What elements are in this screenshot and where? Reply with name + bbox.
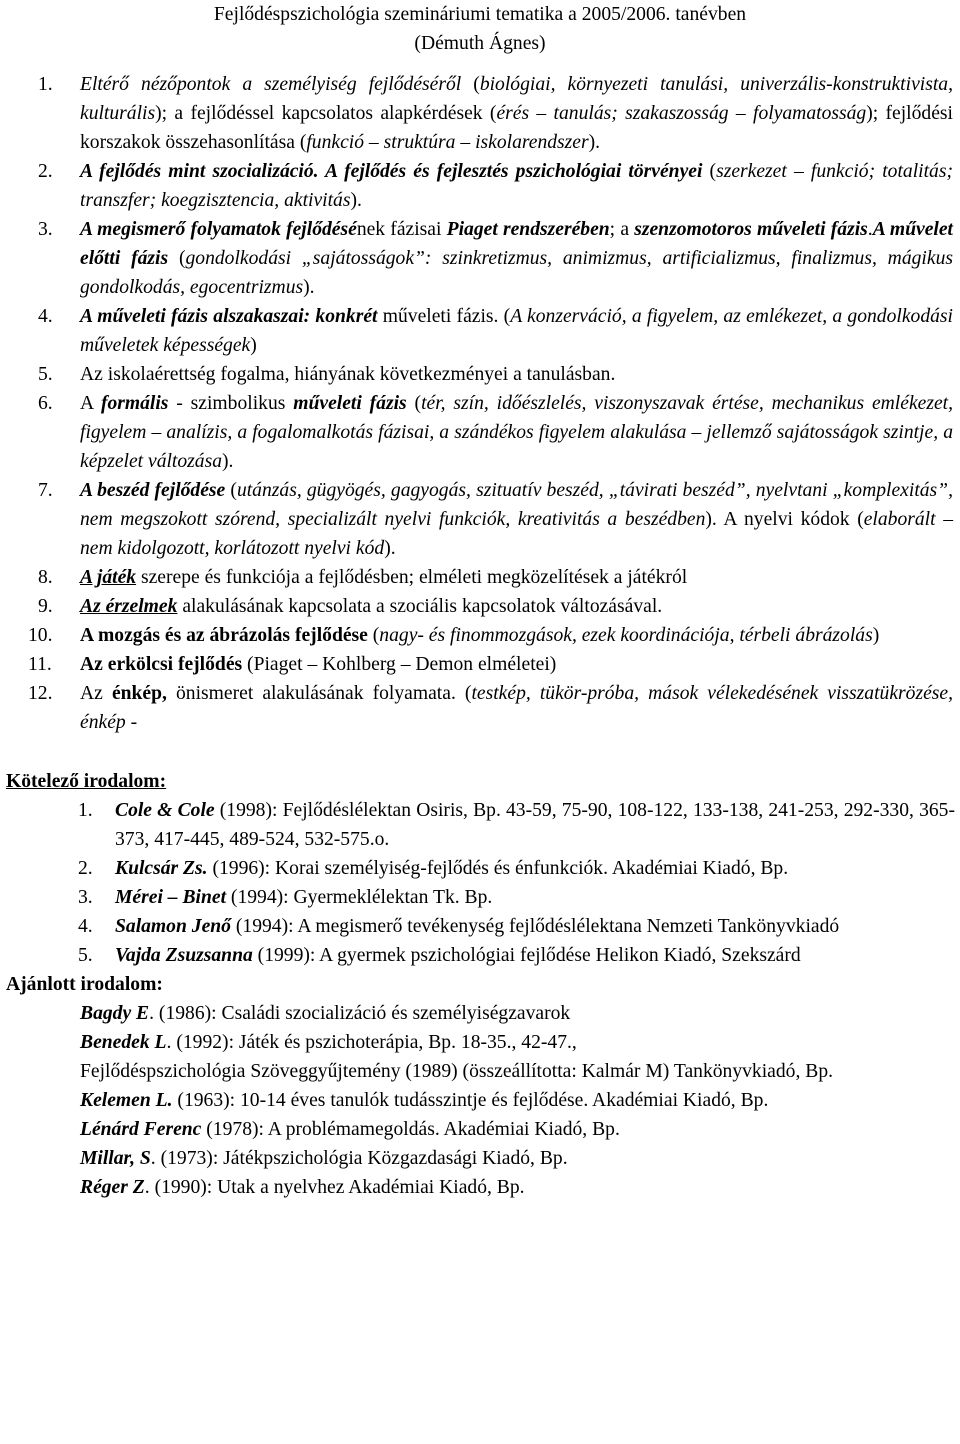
topic-text: A formális - szimbolikus műveleti fázis (tér, szín, időészlelés, viszonyszavak értése, mechanikus emlékezet, figyelem – analízis, a fogalomalkotás fázisai, a szándékos figyelem alakulása – jellemző sajátosságok szintje, a képzelet változása). [80, 393, 953, 472]
topic-item [0, 592, 960, 621]
topic-number: 8. [38, 567, 53, 588]
topic-item [0, 157, 960, 215]
topic-number: 1. [38, 74, 53, 95]
recommended-list [0, 999, 960, 1202]
recommended-reference: Lénárd Ferenc (1978): A problémamegoldás. Akadémiai Kiadó, Bp. [80, 1119, 620, 1140]
reference-number: 1. [78, 800, 93, 821]
mandatory-reference [0, 883, 960, 912]
topic-number: 11. [28, 654, 52, 675]
title-line-1: Fejlődéspszichológia szemináriumi tematika a 2005/2006. tanévben [213, 4, 747, 25]
reference-text: Mérei – Binet (1994): Gyermeklélektan Tk. Bp. [115, 887, 493, 908]
topic-text: Az énkép, önismeret alakulásának folyamata. (testkép, tükör-próba, mások vélekedésének visszatükrözése, énkép - [80, 683, 954, 733]
reference-text: Kulcsár Zs. (1996): Korai személyiség-fejlődés és énfunkciók. Akadémiai Kiadó, Bp. [115, 858, 789, 879]
recommended-reference: Réger Z. (1990): Utak a nyelvhez Akadémiai Kiadó, Bp. [80, 1177, 525, 1198]
reference-text: Salamon Jenő (1994): A megismerő tevékenység fejlődéslélektana Nemzeti Tankönyvkiadó [115, 916, 840, 937]
recommended-reference: Fejlődéspszichológia Szöveggyűjtemény (1989) (összeállította: Kalmár M) Tankönyvkiadó, Bp. [80, 1061, 834, 1082]
reference-text: Vajda Zsuzsanna (1999): A gyermek pszichológiai fejlődése Helikon Kiadó, Szekszárd [115, 945, 801, 966]
mandatory-heading-text: Kötelező irodalom: [6, 771, 167, 792]
mandatory-reference [0, 941, 960, 970]
topic-item [0, 476, 960, 563]
topic-list [0, 70, 960, 737]
mandatory-heading [6, 767, 960, 796]
topic-text: Az iskolaérettség fogalma, hiányának következményei a tanulásban. [80, 364, 616, 385]
topic-item [0, 650, 960, 679]
topic-text: A játék szerepe és funkciója a fejlődésben; elméleti megközelítések a játékról [80, 567, 688, 588]
topic-item [0, 360, 960, 389]
topic-number: 3. [38, 219, 53, 240]
topic-number: 10. [28, 625, 53, 646]
recommended-reference: Kelemen L. (1963): 10-14 éves tanulók tudásszintje és fejlődése. Akadémiai Kiadó, Bp. [80, 1090, 769, 1111]
topic-item [0, 215, 960, 302]
reference-number: 2. [78, 858, 93, 879]
recommended-heading-text: Ajánlott irodalom: [6, 974, 163, 995]
reference-number: 4. [78, 916, 93, 937]
topic-number: 6. [38, 393, 53, 414]
document-title [0, 0, 960, 58]
topic-text: A mozgás és az ábrázolás fejlődése (nagy- és finommozgások, ezek koordinációja, térbeli ábrázolás) [80, 625, 880, 646]
topic-item [0, 302, 960, 360]
reference-number: 3. [78, 887, 93, 908]
topic-item [0, 70, 960, 157]
recommended-reference: Millar, S. (1973): Játékpszichológia Közgazdasági Kiadó, Bp. [80, 1148, 568, 1169]
topic-text: A megismerő folyamatok fejlődésének fázisai Piaget rendszerében; a szenzomotoros műveleti fázis.A művelet előtti fázis (gondolkodási „sajátosságok”: szinkretizmus, animizmus, artificializmus, finalizmus, mágikus gondolkodás, egocentrizmus). [80, 219, 954, 298]
topic-text: A beszéd fejlődése (utánzás, gügyögés, gagyogás, szituatív beszéd, „távirati beszéd”, nyelvtani „komplexitás”, nem megszokott szórend, specializált nyelvi funkciók, kreativitás a beszédben). A nyelvi kódok (elaborált – nem kidolgozott, korlátozott nyelvi kód). [80, 480, 953, 559]
topic-text: A műveleti fázis alszakaszai: konkrét műveleti fázis. (A konzerváció, a figyelem, az emlékezet, a gondolkodási műveletek képességek) [80, 306, 953, 356]
topic-item [0, 389, 960, 476]
recommended-reference: Benedek L. (1992): Játék és pszichoterápia, Bp. 18-35., 42-47., [80, 1032, 577, 1053]
topic-number: 5. [38, 364, 53, 385]
mandatory-reference [0, 854, 960, 883]
reference-text: Cole & Cole (1998): Fejlődéslélektan Osiris, Bp. 43-59, 75-90, 108-122, 133-138, 241-253, 292-330, 365-373, 417-445, 489-524, 532-575.o. [115, 800, 955, 850]
topic-item [0, 563, 960, 592]
topic-number: 7. [38, 480, 53, 501]
mandatory-reference [0, 912, 960, 941]
topic-text: Eltérő nézőpontok a személyiség fejlődéséről (biológiai, környezeti tanulási, univerzális-konstruktivista, kulturális); a fejlődéssel kapcsolatos alapkérdések (érés – tanulás; szakaszosság – folyamatosság); fejlődési korszakok összehasonlítása (funkció – struktúra – iskolarendszer). [80, 74, 953, 153]
topic-text: A fejlődés mint szocializáció. A fejlődés és fejlesztés pszichológiai törvényei (szerkezet – funkció; totalitás; transzfer; koegzisztencia, aktivitás). [80, 161, 953, 211]
recommended-heading [6, 970, 960, 999]
topic-text: Az érzelmek alakulásának kapcsolata a szociális kapcsolatok változásával. [80, 596, 663, 617]
topic-item [0, 621, 960, 650]
topic-text: Az erkölcsi fejlődés (Piaget – Kohlberg – Demon elméletei) [80, 654, 557, 675]
reference-number: 5. [78, 945, 93, 966]
topic-item [0, 679, 960, 737]
topic-number: 4. [38, 306, 53, 327]
title-line-2: (Démuth Ágnes) [414, 33, 546, 54]
topic-number: 2. [38, 161, 53, 182]
topic-number: 9. [38, 596, 53, 617]
mandatory-reference [0, 796, 960, 854]
mandatory-list [0, 796, 960, 970]
recommended-reference: Bagdy E. (1986): Családi szocializáció és személyiségzavarok [80, 1003, 571, 1024]
topic-number: 12. [28, 683, 53, 704]
